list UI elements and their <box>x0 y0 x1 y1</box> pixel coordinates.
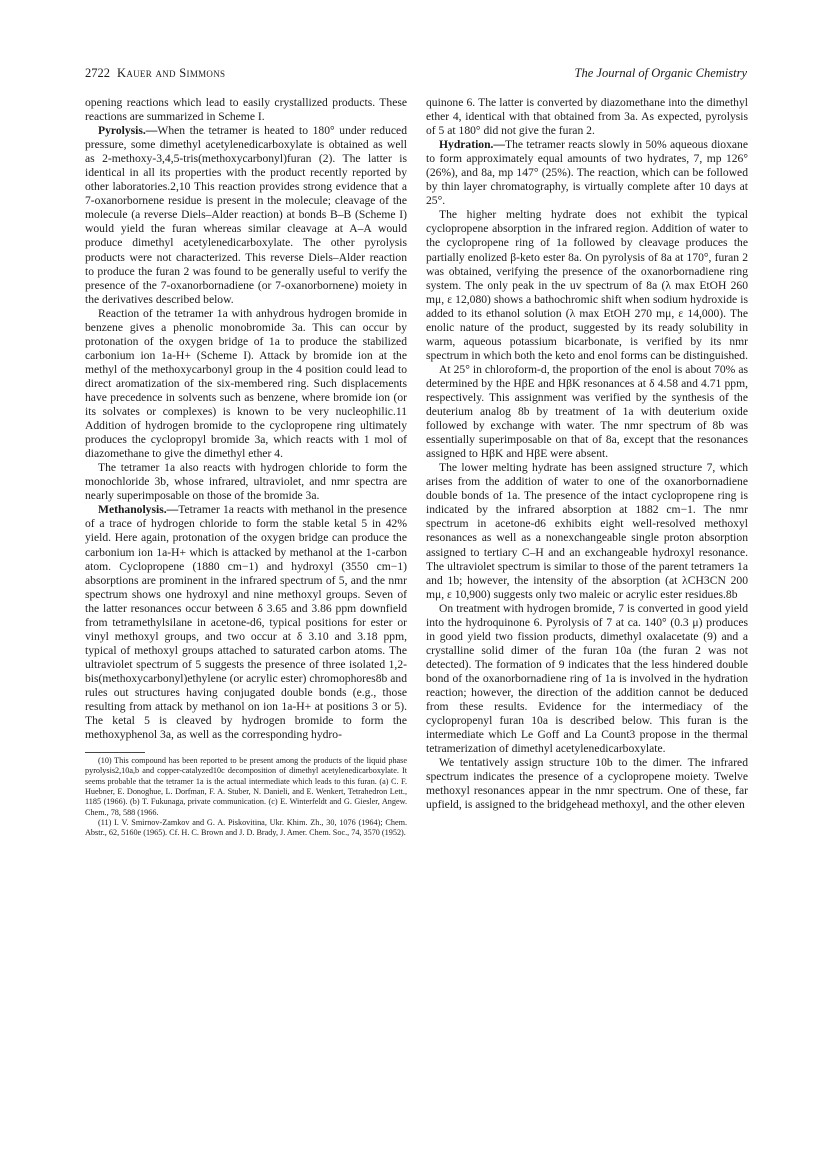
section-heading: Pyrolysis.— <box>98 124 158 138</box>
section-methanolysis <box>85 503 407 742</box>
section-text: Tetramer 1a reacts with methanol in the presence of a trace of hydrogen chloride to form the stable ketal 5 in 42% yield. Here again, protonation of the oxygen bridge can produce the carbonium ion 1a-H+ which is attacked by methanol at the 1-carbon atom. Cyclopropene (1880 cm−1) and hydroxyl (3550 cm−1) absorptions are prominent in the infrared spectrum of 5, and the nmr spectrum shows one hydroxyl and nine methoxyl groups. Seven of the latter resonances occur between δ 3.65 and 3.86 ppm downfield from tetramethylsilane in acetone-d6, typical positions for ester or vinyl methoxyl groups, and two occur at δ 3.10 and 3.18 ppm, typical of methoxyl groups attached to saturated carbon atoms. The ultraviolet spectrum of 5 suggests the presence of three isolated 1,2-bis(methoxycarbonyl)ethylene (or acrylic ester) chromophores8b and rules out structures having conjugated double bonds (e.g., those resulting from attack by methanol on ion 1a-H+ at positions 3 or 5). The ketal 5 is cleaved by hydrogen bromide to form the methoxyphenol 3a, as well as the corresponding hydro- <box>85 503 407 742</box>
section-text: When the tetramer is heated to 180° under reduced pressure, some dimethyl acetylenedicarboxylate is obtained as well as 2-methoxy-3,4,5-tris(methoxycarbonyl)furan (2). The latter is identical in all its properties with the product recently reported by other laboratories.2,10 This reaction provides strong evidence that a 7-oxanorbornene residue is present in the molecule; cleavage of the molecule (a reverse Diels–Alder reaction) at bonds B–B (Scheme I) would yield the furan whereas similar cleavage at A–A would produce dimethyl acetylenedicarboxylate. The other pyrolysis products were not characterized. This reverse Diels–Alder reaction to produce the furan 2 was found to be generally useful to verify the presence of the 7-oxanorbornadiene (or 7-oxanorbornene) moiety in the derivatives described below. <box>85 124 407 306</box>
paragraph: The higher melting hydrate does not exhibit the typical cyclopropene absorption in the infrared region. Addition of water to the cyclopropene ring of 1a followed by cleavage produces the partially enolized β-keto ester 8a. On pyrolysis of 8a at 170°, furan 2 was obtained, verifying the presence of the oxanorbornadiene ring system. The only peak in the uv spectrum of 8a (λ max EtOH 260 mμ, ε 12,080) shows a bathochromic shift when sodium hydroxide is added to its ethanol solution (λ max EtOH 270 mμ, ε 14,000). The enolic nature of the product, suggested by its ready solubility in warm, aqueous potassium bicarbonate, is verified by its nmr spectrum in which both the keto and enol forms can be distinguished. <box>426 208 748 362</box>
paragraph: opening reactions which lead to easily crystallized products. These reactions are summarized in Scheme I. <box>85 96 407 124</box>
paragraph: Reaction of the tetramer 1a with anhydrous hydrogen bromide in benzene gives a phenolic monobromide 3a. This can occur by protonation of the oxygen bridge of 1a to produce the stabilized carbonium ion 1a-H+ (Scheme I). Attack by bromide ion at the methyl of the methoxycarbonyl group in the 4 position could lead to direct aromatization of the six-membered ring. Such displacements have precedence in solvents such as benzene, where bromide ion (or its solvates or complexes) is known to be very nucleophilic.11 Addition of hydrogen bromide to the cyclopropene ring ultimately produces the cyclopropyl bromide 3a, which reacts with 1 mol of diazomethane to give the dimethyl ether 4. <box>85 306 407 461</box>
paragraph: We tentatively assign structure 10b to the dimer. The infrared spectrum indicates the presence of a cyclopropene moiety. Twelve methoxyl resonances appear in the nmr spectrum. One of these, far upfield, is assigned to the bridgehead methoxyl, and the other eleven <box>426 756 748 812</box>
paragraph: On treatment with hydrogen bromide, 7 is converted in good yield into the hydroquinone 6. Pyrolysis of 7 at ca. 140° (0.3 μ) produces in good yield two fission products, dimethyl oxalacetate (9) and a crystalline solid dimer of the furan 10a (the furan 2 was not detected). The formation of 9 indicates that the less hindered double bond of the oxanorbornadiene ring of 1a is involved in the hydration reaction; however, the direction of the addition cannot be deduced from these results. Evidence for the intermediacy of the cyclopropenyl furan 10a is described below. This furan is the intermediate which Le Goff and La Count3 propose in the thermal tetramerization of dimethyl acetylenedicarboxylate. <box>426 601 748 756</box>
section-heading: Methanolysis.— <box>98 503 179 517</box>
page-number: 2722 <box>85 66 110 80</box>
journal-title: The Journal of Organic Chemistry <box>574 66 747 80</box>
section-text: The tetramer reacts slowly in 50% aqueous dioxane to form approximately equal amounts of two hydrates, 7, mp 126° (26%), and 8a, mp 147° (25%). The reaction, which can be followed by thin layer chromatography, is virtually complete after 10 days at 25°. <box>426 138 748 208</box>
paragraph: The lower melting hydrate has been assigned structure 7, which arises from the addition of water to one of the oxanorbornadiene double bonds of 1a. The presence of the intact cyclopropene ring is indicated by the infrared absorption at 1882 cm−1. The nmr spectrum in acetone-d6 exhibits eight well-resolved methoxyl resonances as well as a nonexchangeable single proton absorption assigned to tertiary C–H and an exchangeable hydroxyl resonance. The ultraviolet spectrum is similar to those of the parent tetramers 1a and 1b; however, the intensity of the absorption (at λCH3CN 200 mμ, ε 10,900) suggests only two maleic or acrylic ester residues.8b <box>426 461 748 601</box>
right-column <box>426 96 748 812</box>
section-hydration <box>426 138 748 208</box>
footnote-rule <box>85 752 145 753</box>
footnote-11: (11) I. V. Smirnov-Zamkov and G. A. Piskovitina, Ukr. Khim. Zh., 30, 1076 (1964); Chem. Abstr., 62, 5160e (1965). Cf. H. C. Brown and J. D. Brady, J. Amer. Chem. Soc., 74, 3570 (1952). <box>85 817 407 838</box>
section-heading: Hydration.— <box>439 138 506 152</box>
paragraph: quinone 6. The latter is converted by diazomethane into the dimethyl ether 4, identical with that obtained from 3a. As expected, pyrolysis of 5 at 180° did not give the furan 2. <box>426 96 748 138</box>
running-authors: Kauer and Simmons <box>117 66 226 80</box>
footnote-10: (10) This compound has been reported to be present among the products of the liquid phase pyrolysis2,10a,b and copper-catalyzed10c decomposition of dimethyl acetylenedicarboxylate. It seems probable that the tetramer 1a is the actual intermediate which leads to this furan. (a) C. F. Huebner, E. Donoghue, L. Dorfman, F. A. Stuber, N. Danieli, and E. Wenkert, Tetrahedron Lett., 1185 (1966). (b) T. Fukunaga, private communication. (c) E. Winterfeldt and G. Giesler, Angew. Chem., 78, 588 (1966. <box>85 756 407 817</box>
left-column <box>85 96 407 839</box>
paragraph: The tetramer 1a also reacts with hydrogen chloride to form the monochloride 3b, whose infrared, ultraviolet, and nmr spectra are nearly superimposable on those of the bromide 3a. <box>85 461 407 503</box>
running-header <box>85 66 747 86</box>
paragraph: At 25° in chloroform-d, the proportion of the enol is about 70% as determined by the HβE and HβK resonances at δ 4.58 and 4.71 ppm, respectively. This assignment was verified by the synthesis of the deuterium analog 8b by treatment of 1a with deuterium oxide followed by exchange with water. The nmr spectrum of 8b was essentially superimposable on that of 8a, except that the resonances assigned to HβK and HβE were absent. <box>426 362 748 461</box>
section-pyrolysis <box>85 124 407 307</box>
